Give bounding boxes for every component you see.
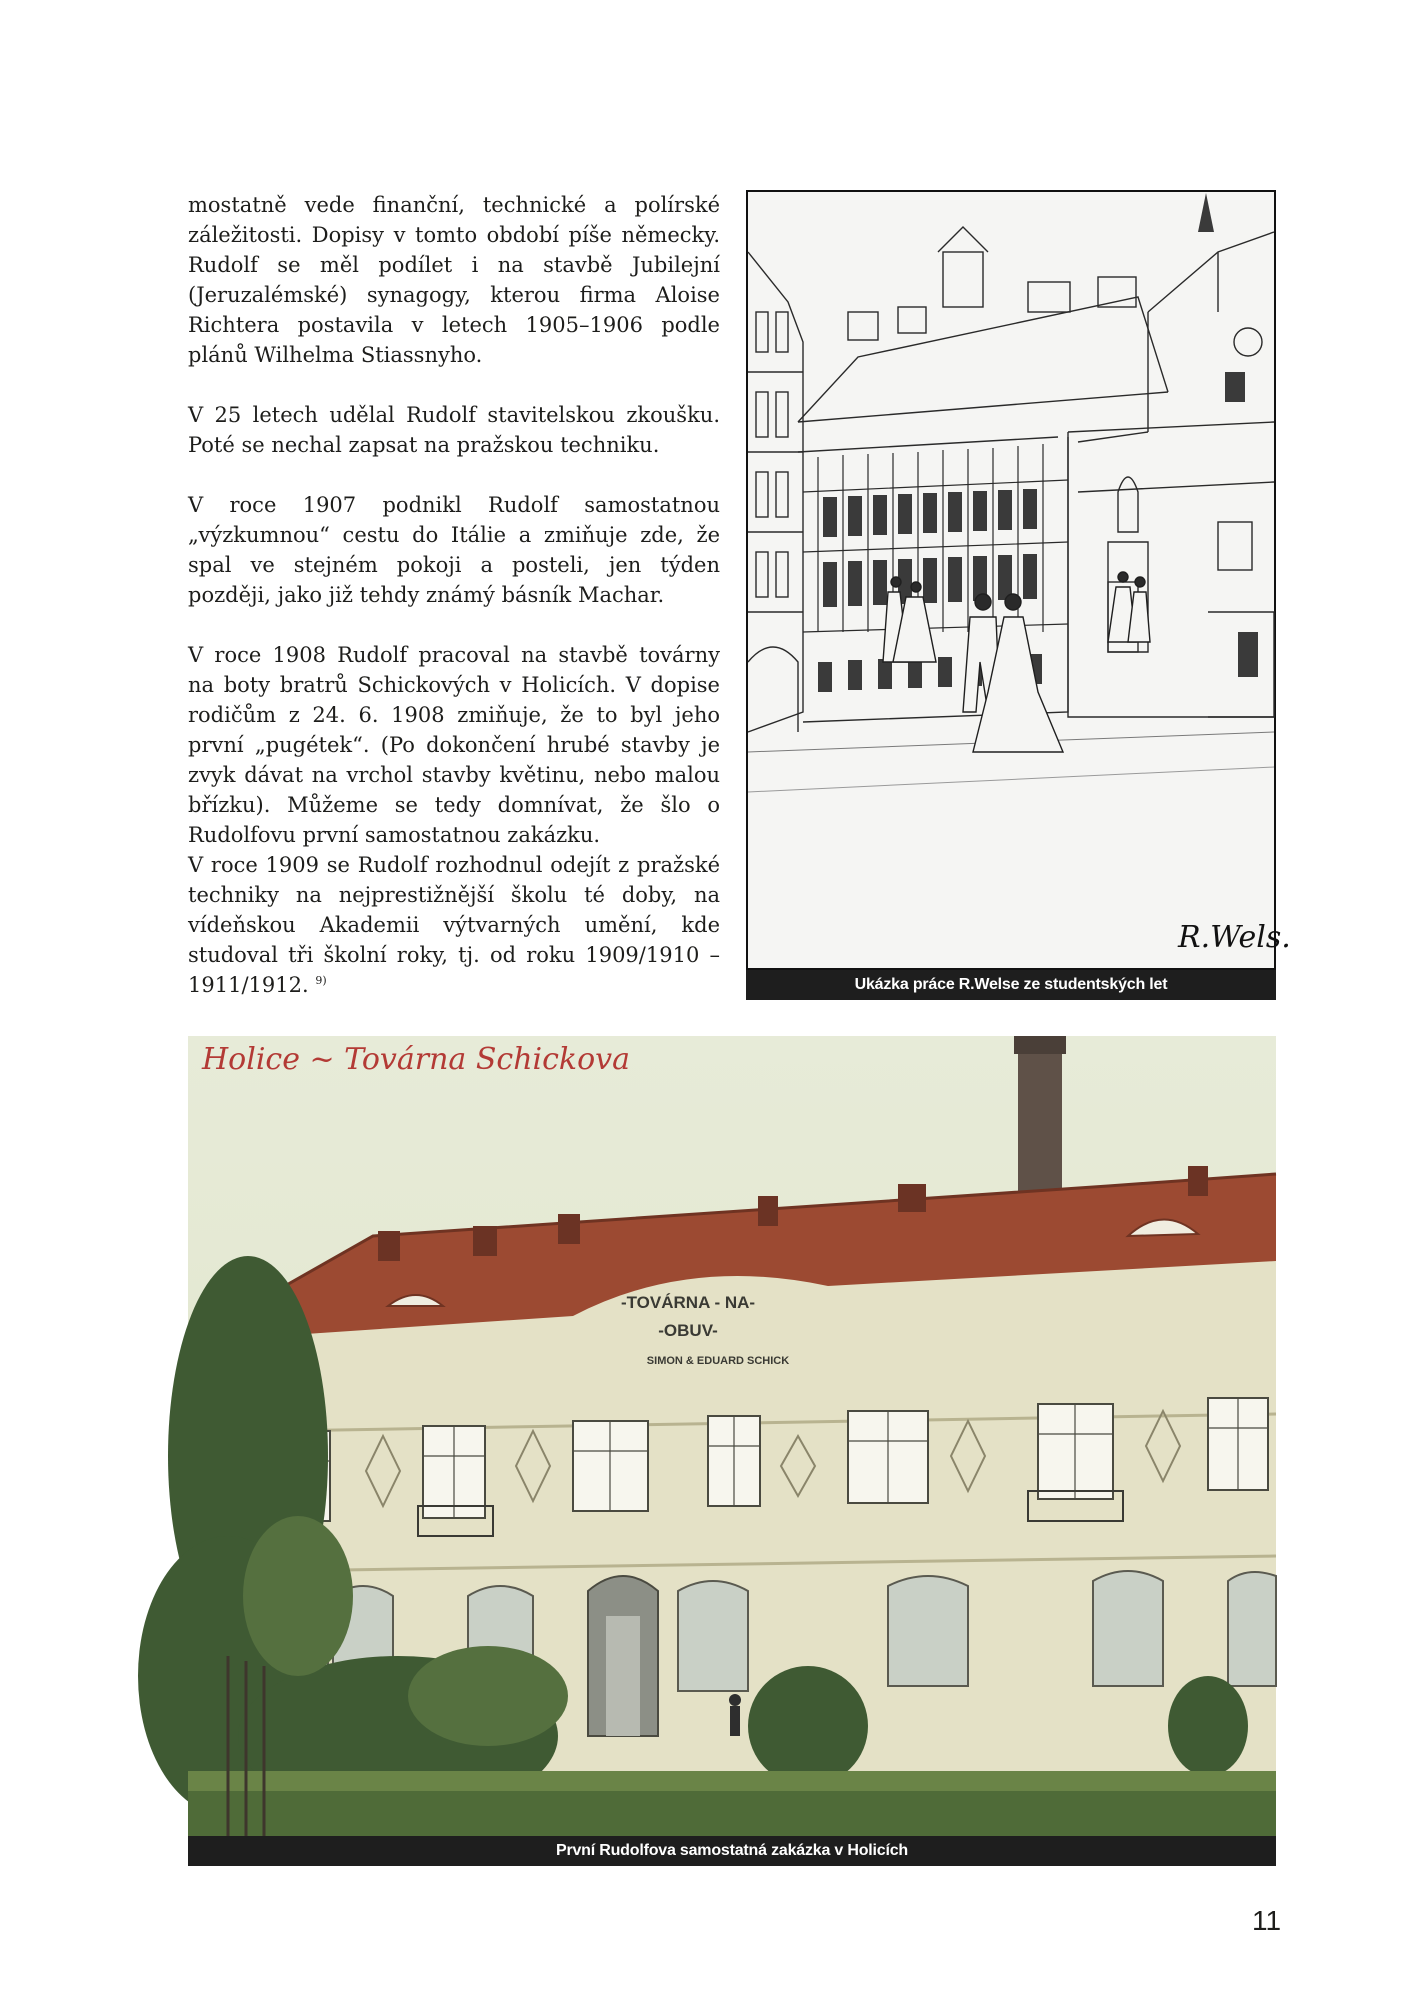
paragraph-5	[188, 850, 720, 1000]
factory-caption: První Rudolfova samostatná zakázka v Holicích	[188, 1836, 1276, 1866]
factory-postcard-image	[188, 1036, 1276, 1836]
factory-sign-line-2: -OBUV-	[658, 1321, 718, 1340]
factory-chimney	[1018, 1036, 1062, 1206]
factory-sign-line-3: SIMON & EDUARD SCHICK	[646, 1355, 790, 1367]
postcard-title: Holice ~ Továrna Schickova	[202, 1042, 630, 1077]
paragraph-3: V roce 1907 podnikl Rudolf samostatnou „výzkumnou“ cestu do Itálie a zmiňuje zde, že spal ve stejném pokoji a posteli, jen týden později, jako již tehdy známý básník Machar.	[188, 493, 720, 607]
lawn	[188, 1786, 1276, 1836]
paragraph-2: V 25 letech udělal Rudolf stavitelskou zkoušku. Poté se nechal zapsat na pražskou techniku.	[188, 403, 720, 457]
sketch-caption: Ukázka práce R.Welse ze studentských let	[746, 970, 1276, 1000]
paragraph-1: mostatně vede finanční, technické a polírské záležitosti. Dopisy v tomto období píše německy. Rudolf se měl podílet i na stavbě Jubilejní (Jeruzalémské) synagogy, kterou firma Aloise Richtera postavila v letech 1905–1906 podle plánů Wilhelma Stiassnyho.	[188, 193, 720, 367]
sketch-drawing	[748, 192, 1291, 968]
factory-sign-line-1: -TOVÁRNA - NA-	[620, 1293, 756, 1312]
paragraph-5-text: V roce 1909 se Rudolf rozhodnul odejít z pražské techniky na nejprestižnější školu té doby, na vídeňskou Akademii výtvarných umění, kde studoval tři školní roky, tj. od roku 1909/1910 – 1911/1912.	[188, 853, 720, 997]
factory-postcard-figure	[188, 1036, 1276, 1866]
paragraph-4: V roce 1908 Rudolf pracoval na stavbě továrny na boty bratrů Schickových v Holicích. V dopise rodičům z 24. 6. 1908 zmiňuje, že to byl jeho první „pugétek“. (Po dokončení hrubé stavby je zvyk dávat na vrchol stavby květinu, nebo malou břízku). Můžeme se tedy domnívat, že šlo o Rudolfovu první samostatnou zakázku.	[188, 643, 720, 847]
footnote-ref: 9)	[315, 974, 327, 987]
body-text	[188, 190, 720, 1000]
sketch-signature: R.Wels.	[1178, 920, 1291, 955]
student-sketch-image	[746, 190, 1291, 970]
page-number: 11	[1252, 1905, 1282, 1936]
student-sketch-figure	[746, 190, 1291, 1002]
factory-drawing	[188, 1036, 1276, 1836]
